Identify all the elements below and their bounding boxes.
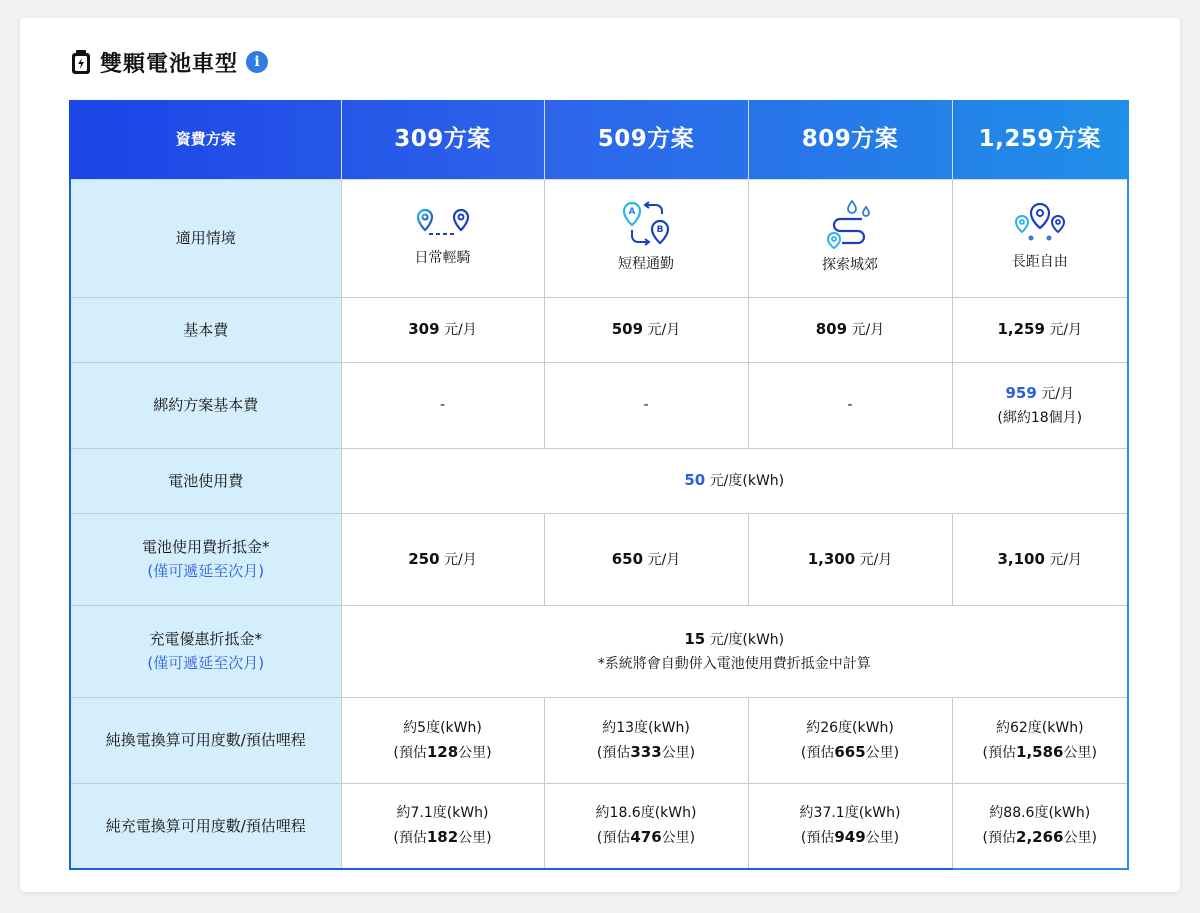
info-icon[interactable]: i — [246, 51, 268, 73]
bundle-fee-cell: 959 元/月 (綁約18個月) — [952, 362, 1128, 448]
base-fee-cell: 509 元/月 — [544, 297, 748, 362]
table-row — [70, 297, 1128, 362]
charge-discount-cell: 15 元/度(kWh) *系統將會自動併入電池使用費折抵金中計算 — [341, 605, 1128, 697]
row-label: 純充電換算可用度數/預估哩程 — [70, 783, 341, 869]
row-label: 純換電換算可用度數/預估哩程 — [70, 697, 341, 783]
scenario-cell — [341, 179, 544, 297]
row-label: 適用情境 — [70, 179, 341, 297]
svg-text:B: B — [656, 225, 664, 235]
table-row — [70, 605, 1128, 697]
row-label: 綁約方案基本費 — [70, 362, 341, 448]
range-cell: 約5度(kWh) (預估128公里) — [341, 697, 544, 783]
pricing-table — [69, 100, 1129, 870]
scenario-cell — [952, 179, 1128, 297]
range-cell: 約88.6度(kWh) (預估2,266公里) — [952, 783, 1128, 869]
plan-header-row — [70, 100, 1128, 179]
row-label: 基本費 — [70, 297, 341, 362]
plan-1259-header: 1,259方案 — [952, 100, 1128, 179]
plan-509-header: 509方案 — [544, 100, 748, 179]
base-fee-cell: 1,259 元/月 — [952, 297, 1128, 362]
bundle-fee-cell: - — [748, 362, 952, 448]
table-row — [70, 697, 1128, 783]
discount-cell: 650 元/月 — [544, 513, 748, 605]
bundle-fee-cell: - — [341, 362, 544, 448]
bundle-fee-cell: - — [544, 362, 748, 448]
scenario-label: 長距自由 — [1011, 254, 1068, 270]
charge-remark: *系統將會自動併入電池使用費折抵金中計算 — [597, 655, 871, 672]
discount-cell: 1,300 元/月 — [748, 513, 952, 605]
scenario-cell — [748, 179, 952, 297]
range-cell: 約7.1度(kWh) (預估182公里) — [341, 783, 544, 869]
discount-cell: 250 元/月 — [341, 513, 544, 605]
plan-309-header: 309方案 — [341, 100, 544, 179]
scenario-label: 短程通勤 — [618, 256, 674, 272]
plan-809-header: 809方案 — [748, 100, 952, 179]
table-row — [70, 362, 1128, 448]
deferral-note: (僅可遞延至次月) — [147, 654, 265, 672]
section-title — [70, 44, 268, 80]
multi-pins-icon — [1010, 202, 1070, 246]
row-label: 電池使用費折抵金* (僅可遞延至次月) — [70, 513, 341, 605]
range-cell: 約26度(kWh) (預估665公里) — [748, 697, 952, 783]
deferral-note: (僅可遞延至次月) — [147, 562, 265, 580]
winding-road-icon — [822, 199, 878, 249]
bundle-note: (綁約18個月) — [997, 409, 1083, 426]
plan-header-label: 資費方案 — [70, 100, 341, 179]
table-row — [70, 783, 1128, 869]
row-label: 電池使用費 — [70, 448, 341, 513]
range-cell: 約13度(kWh) (預估333公里) — [544, 697, 748, 783]
route-pins-icon — [415, 206, 471, 242]
page-title: 雙顆電池車型 — [100, 51, 239, 77]
table-row — [70, 448, 1128, 513]
discount-cell: 3,100 元/月 — [952, 513, 1128, 605]
battery-icon — [70, 49, 92, 75]
base-fee-cell: 809 元/月 — [748, 297, 952, 362]
row-label: 充電優惠折抵金* (僅可遞延至次月) — [70, 605, 341, 697]
battery-fee-cell: 50 元/度(kWh) — [341, 448, 1128, 513]
svg-text:A: A — [628, 207, 636, 217]
scenario-label: 探索城郊 — [822, 257, 878, 273]
bundle-price: 959 — [1005, 383, 1037, 402]
table-row — [70, 179, 1128, 297]
scenario-label: 日常輕騎 — [414, 250, 471, 266]
range-cell: 約37.1度(kWh) (預估949公里) — [748, 783, 952, 869]
scenario-cell — [544, 179, 748, 297]
range-cell: 約62度(kWh) (預估1,586公里) — [952, 697, 1128, 783]
range-cell: 約18.6度(kWh) (預估476公里) — [544, 783, 748, 869]
base-fee-cell: 309 元/月 — [341, 297, 544, 362]
table-row — [70, 513, 1128, 605]
a-to-b-commute-icon — [618, 200, 674, 248]
